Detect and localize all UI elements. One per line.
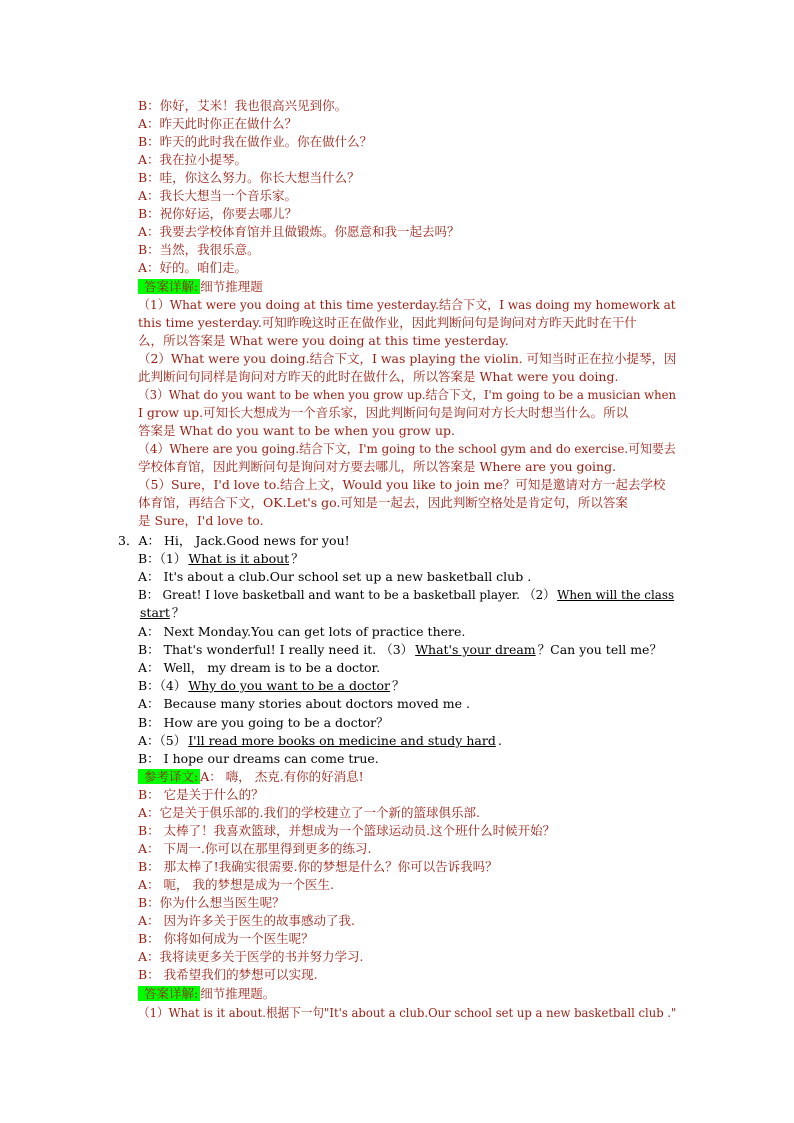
explanation-line: 是 Sure，I'd love to. [138,513,264,528]
question-type: 细节推理题 [200,279,263,294]
question-3-line: B： I hope our dreams can come true. [138,751,379,766]
reference-translation-tag: 参考译文: [138,769,200,784]
dialogue-line: B：昨天的此时我在做作业。你在做什么？ [138,134,373,149]
answer-blank-2-cont: start [140,605,170,620]
dialogue-line: A：我在拉小提琴。 [138,152,248,167]
question-3-line: A： Next Monday.You can get lots of practice there. [138,624,466,639]
question-3-line: B：（1） What is it about ？ [138,551,304,566]
translation-line: A： 下周一.你可以在那里得到更多的练习. [138,841,372,856]
translation-line: A： 呃， 我的梦想是成为一个医生. [138,877,334,892]
dialogue-line: B：你好，艾米！我也很高兴见到你。 [138,98,348,113]
question-3-line: A： Well， my dream is to be a doctor. [138,660,381,675]
answer-blank-2: When will the class [557,587,675,602]
question-3-line: B： Great! I love basketball and want to be a basketball player. （2） When will the class [138,587,675,602]
question-3-line: A： Because many stories about doctors moved me . [138,696,470,711]
explanation-line: （2）What were you doing.结合下文，I was playing the violin. 可知当时正在拉小提琴，因 [138,351,677,366]
answer-explanation-tag: 答案详解: [138,986,200,1001]
question-3-line: start ？ [140,605,185,620]
question-number: 3． [118,533,139,548]
translation-line: A： 因为许多关于医生的故事感动了我. [138,913,355,928]
explanation-line: （4）Where are you going.结合下文，I'm going to the school gym and do exercise.可知要去 [138,441,676,456]
dialogue-line: A：我要去学校体育馆并且做锻炼。你愿意和我一起去吗？ [138,224,460,239]
translation-line: B： 它是关于什么的？ [138,787,264,802]
dialogue-line: B：祝你好运，你要去哪儿？ [138,206,298,221]
explanation-line: 答案是 What do you want to be when you grow up. [138,423,456,438]
question-3-line: 3．A： Hi， Jack.Good news for you! [118,533,350,548]
translation-line: B： 你将如何成为一个医生呢？ [138,931,314,946]
explanation-line: （1）What is it about.根据下一句"It's about a club.Our school set up a new basketball club ." [138,1005,677,1020]
question-3-line: A： It's about a club.Our school set up a new basketball club . [138,569,532,584]
explanation-line: （1）What were you doing at this time yesterday.结合下文，I was doing my homework at [138,297,676,312]
answer-blank-5: I'll read more books on medicine and study hard [188,733,496,748]
explanation-line: 么，所以答案是 What were you doing at this time yesterday. [138,333,509,348]
question-type: 细节推理题。 [200,986,276,1001]
answer-explanation-tag: 答案详解: [138,279,200,294]
dialogue-line: B：哇，你这么努力。你长大想当什么？ [138,170,360,185]
translation-line: B：你为什么想当医生呢？ [138,895,285,910]
explanation-line: I grow up.可知长大想成为一个音乐家，因此判断问句是询问对方长大时想当什么。所以 [138,405,629,420]
answer-blank-4: Why do you want to be a doctor [188,678,391,693]
answer-blank-3: What's your dream [415,642,536,657]
explanation-line: 学校体育馆，因此判断问句是询问对方要去哪儿，所以答案是 Where are you going. [138,459,617,474]
translation-line: B： 太棒了！我喜欢篮球，并想成为一个篮球运动员.这个班什么时候开始？ [138,823,556,838]
translation-line: A：我将读更多关于医学的书并努力学习. [138,949,364,964]
explanation-line: this time yesterday.可知昨晚这时正在做作业，因此判断问句是询问对方昨天此时在干什 [138,315,637,330]
question-3-line: B： How are you going to be a doctor？ [138,715,389,730]
translation-line: A：它是关于俱乐部的.我们的学校建立了一个新的篮球俱乐部. [138,805,480,820]
dialogue-line: A：我长大想当一个音乐家。 [138,188,298,203]
question-3-line: B： That's wonderful! I really need it. （3） What's your dream ？Can you tell me？ [138,642,662,657]
explanation-line: 此判断问句同样是询问对方昨天的此时在做什么，所以答案是 What were you doing. [138,369,619,384]
question-3-line: B：（4） Why do you want to be a doctor ？ [138,678,405,693]
dialogue-line: A：昨天此时你正在做什么？ [138,116,298,131]
explanation-line: （3）What do you want to be when you grow up.结合下文，I'm going to be a musician when [138,387,677,402]
dialogue-line: B：当然，我很乐意。 [138,242,260,257]
answer-blank-1: What is it about [188,551,290,566]
translation-line: B： 那太棒了!我确实很需要.你的梦想是什么？你可以告诉我吗？ [138,859,498,874]
explanation-line: （5）Sure，I'd love to.结合上文，Would you like to join me？可知是邀请对方一起去学校 [138,477,666,492]
explanation-header [138,279,263,295]
translation-header: 参考译文: A： 嗨， 杰克.有你的好消息! [138,769,364,785]
explanation-header [138,986,275,1002]
translation-line: B： 我希望我们的梦想可以实现. [138,967,318,982]
explanation-line: 体育馆，再结合下文，OK.Let's go.可知是一起去，因此判断空格处是肯定句，所以答案 [138,495,628,510]
question-3-line: A：（5） I'll read more books on medicine and study hard . [138,733,502,748]
dialogue-line: A：好的。咱们走。 [138,260,248,275]
